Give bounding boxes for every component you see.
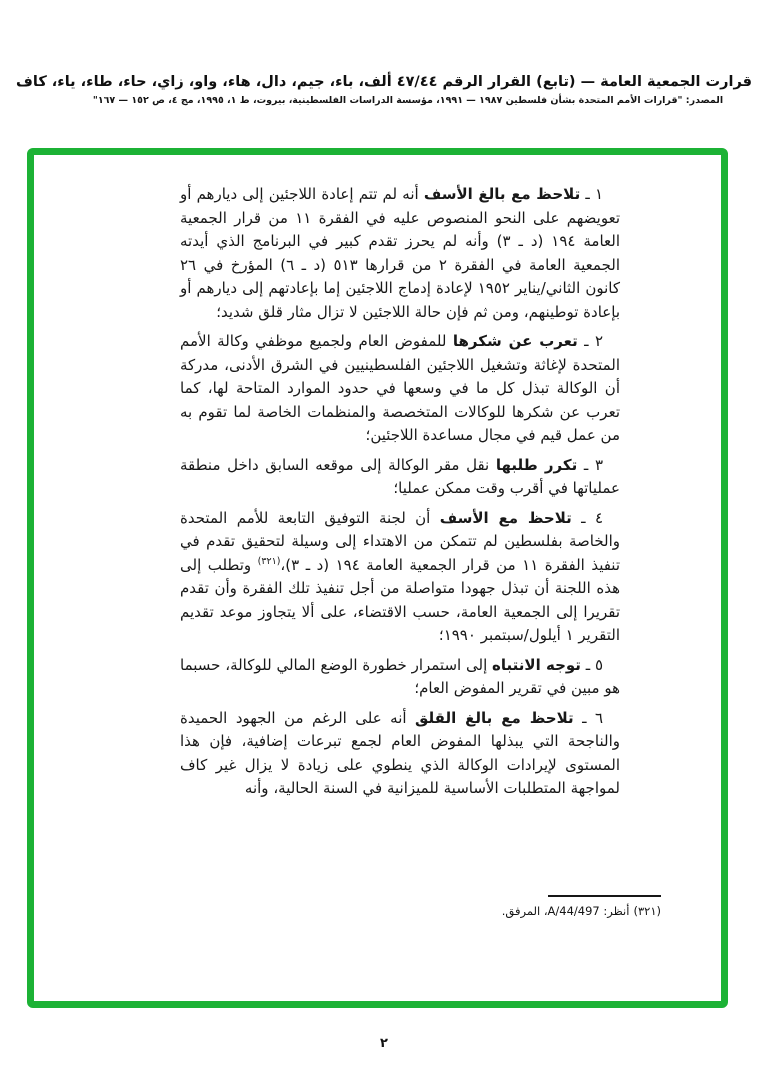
resolution-paragraph: ٥ ـ توجه الانتباه إلى استمرار خطورة الوضع المالي للوكالة، حسبما هو مبين في تقرير المفوض العام؛ (180, 655, 620, 697)
paragraph-lead-phrase: تلاحظ مع بالغ الأسف (423, 185, 581, 203)
header-source-line: المصدر: "قرارات الأمم المتحدة بشأن فلسطين ١٩٨٧ — ١٩٩١، مؤسسة الدراسات الفلسطينية، بيروت، ط ١، ١٩٩٥، مج ٤، ص ١٥٢ — ١٦٧" (92, 95, 724, 106)
resolution-paragraph: ٤ ـ تلاحظ مع الأسف أن لجنة التوفيق التابعة للأمم المتحدة والخاصة بفلسطين لم تتمكن من الاهتداء إلى وسيلة لتحقيق تقدم في تنفيذ الفقرة ١١ من قرار الجمعية العامة ١٩٤ (د ـ ٣)،$^{(٣٢١)}$ وتطلب إلى هذه اللجنة أن تبذل جهودا متواصلة من أجل تنفيذ تلك الفقرة وأن تقدم تقريرا إلى الجمعية العامة، حسب الاقتضاء، على ألا يتجاوز موعد تقديم التقرير ١ أيلول/سبتمبر ١٩٩٠؛ (180, 508, 621, 644)
paragraph-number: ٣ ـ (577, 455, 603, 474)
paragraph-number: ٦ ـ (573, 708, 603, 727)
paragraph-number: ٥ ـ (580, 655, 603, 674)
footnote-reference: (٣٢١) (257, 555, 281, 567)
paragraph-number: ٤ ـ (571, 508, 603, 527)
paragraph-lead-phrase: تلاحظ مع الأسف (439, 508, 572, 527)
paragraph-lead-phrase: تعرب عن شكرها (452, 332, 578, 350)
resolution-paragraph: ٢ ـ تعرب عن شكرها للمفوض العام ولجميع موظفي وكالة الأمم المتحدة لإغاثة وتشغيل اللاجئين الفلسطينيين في الشرق الأدنى، مدركة أن الوكالة تبذل كل ما في وسعها في حدود الموارد المتاحة لها، كما تعرب عن شكرها للوكالات المتخصصة والمنظمات الخاصة لما تقوم به من عمل قيم في مجال مساعدة اللاجئين؛ (180, 332, 620, 444)
footnote-area (502, 895, 661, 918)
resolution-paragraph: ٦ ـ تلاحظ مع بالغ القلق أنه على الرغم من الجهود الحميدة والناجحة التي يبذلها المفوض العام لجمع تبرعات إضافية، فإن هذا المستوى لإيرادات الوكالة الذي ينطوي على زيادة لا يزال غير كاف لمواجهة المتطلبات الأساسية للميزانية في السنة الحالية، وأنه (180, 708, 620, 797)
resolution-paragraph: ١ ـ تلاحظ مع بالغ الأسف أنه لم تتم إعادة اللاجئين إلى ديارهم أو تعويضهم على النحو المنصوص عليه في الفقرة ١١ من قرار الجمعية العامة ١٩٤ (د ـ ٣) وأنه لم يحرز تقدم كبير في البرنامج الذي أيدته الجمعية العامة في الفقرة ٢ من قرارها ٥١٣ (د ـ ٦) المؤرخ في ٢٦ كانون الثاني/يناير ١٩٥٢ لإعادة إدماج اللاجئين إما بإعادتهم إلى ديارهم أو بإعادة توطينهم، ومن ثم فإن حالة اللاجئين لا تزال مثار قلق شديد؛ (180, 185, 621, 321)
footnote-text: أنظر: A/44/497، المرفق. (501, 904, 630, 918)
resolution-body-text (180, 183, 620, 807)
header-title: قرارت الجمعية العامة — (تابع) القرار الرقم ٤٧/٤٤ ألف، باء، جيم، دال، هاء، واو، زاي، حاء، طاء، ياء، كاف (16, 74, 752, 90)
green-content-frame (27, 148, 728, 1008)
paragraph-lead-phrase: تكرر طلبها (495, 455, 578, 474)
resolution-paragraph: ٣ ـ تكرر طلبها نقل مقر الوكالة إلى موقعه السابق داخل منطقة عملياتها في أقرب وقت ممكن عمليا؛ (180, 455, 620, 497)
footnote-marker: (٣٢١) (633, 904, 661, 918)
page-header (0, 74, 768, 106)
footnote-line (502, 904, 661, 918)
paragraph-lead-phrase: تلاحظ مع بالغ القلق (415, 708, 574, 727)
paragraph-number: ١ ـ (580, 185, 604, 203)
paragraph-number: ٢ ـ (577, 332, 604, 350)
page-number: ٢ (380, 1036, 388, 1051)
footnote-divider-rule (548, 895, 661, 897)
paragraph-lead-phrase: توجه الانتباه (492, 655, 581, 674)
